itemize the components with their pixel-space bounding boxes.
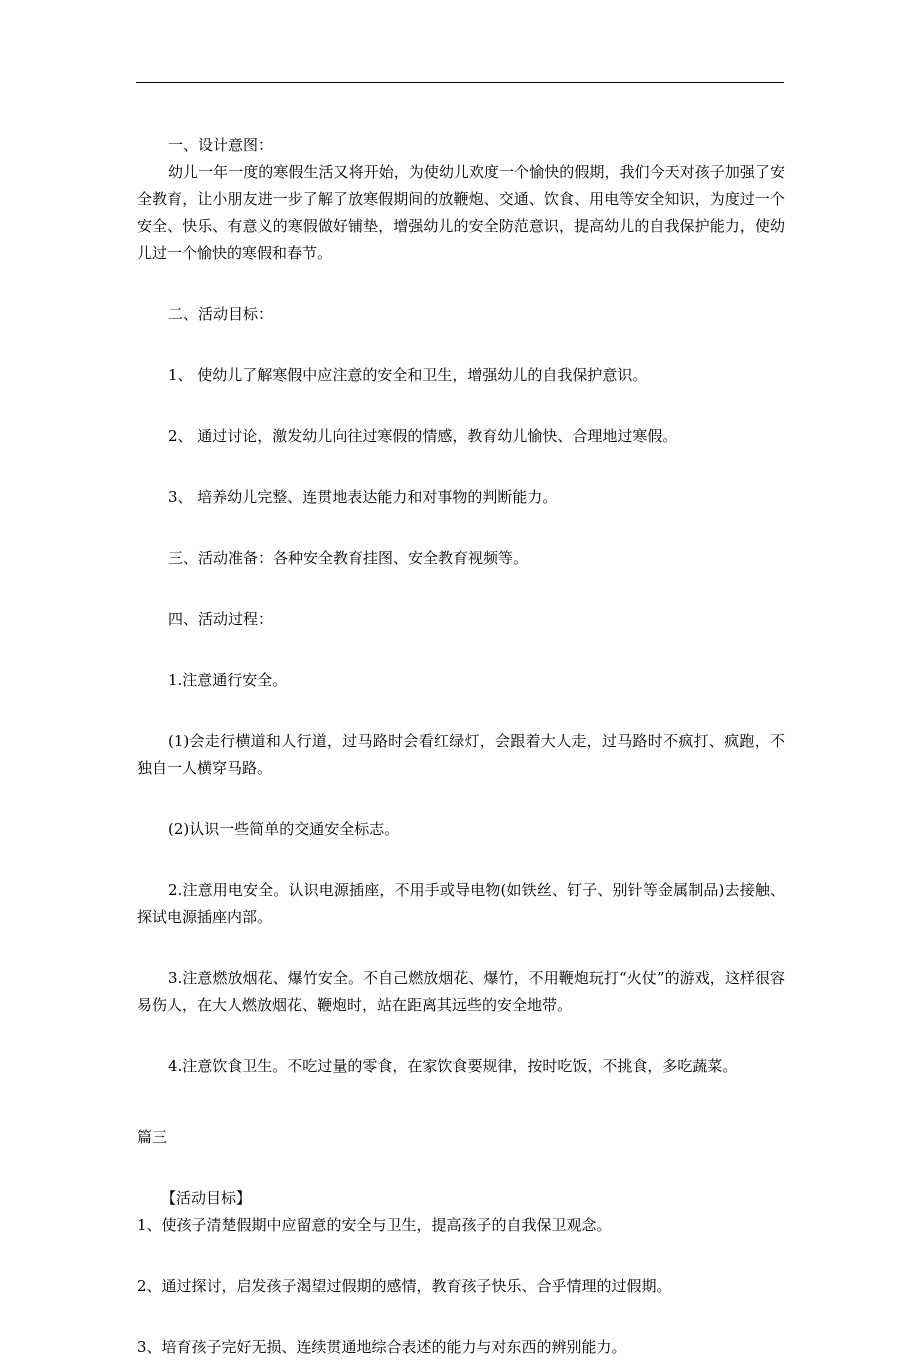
process-item: 2.注意用电安全。认识电源插座，不用手或导电物(如铁丝、钉子、别针等金属制品)去接触、探试电源插座内部。 (137, 881, 785, 926)
objective-item: 3、 培养幼儿完整、连贯地表达能力和对事物的判断能力。 (168, 488, 558, 506)
process-item: (2)认识一些简单的交通安全标志。 (168, 820, 400, 838)
process-item: 1.注意通行安全。 (168, 671, 288, 689)
part-objective-item: 3、培育孩子完好无损、连续贯通地综合表述的能力与对东西的辨别能力。 (137, 1338, 627, 1356)
document-body (137, 132, 785, 1361)
process-item: (1)会走行横道和人行道，过马路时会看红绿灯，会跟着大人走，过马路时不疯打、疯跑，不独自一人横穿马路。 (137, 732, 785, 777)
section-heading-design-intent: 一、设计意图： (168, 136, 274, 154)
part-objective-item: 2、通过探讨，启发孩子渴望过假期的感情，教育孩子快乐、合乎情理的过假期。 (137, 1277, 672, 1295)
process-item: 3.注意燃放烟花、爆竹安全。不自己燃放烟花、爆竹，不用鞭炮玩打“火仗”的游戏，这样很容易伤人，在大人燃放烟花、鞭炮时，站在距离其远些的安全地带。 (137, 969, 785, 1014)
section-heading-process: 四、活动过程： (168, 610, 274, 628)
process-item: 4.注意饮食卫生。不吃过量的零食，在家饮食要规律，按时吃饭，不挑食，多吃蔬菜。 (168, 1057, 738, 1075)
objective-item: 2、 通过讨论，激发幼儿向往过寒假的情感，教育幼儿愉快、合理地过寒假。 (168, 427, 678, 445)
section-heading-objectives: 二、活动目标： (168, 305, 274, 323)
part-heading-objectives: 【活动目标】 (161, 1189, 252, 1207)
header-rule (136, 82, 784, 83)
paragraph-design-intent: 幼儿一年一度的寒假生活又将开始，为使幼儿欢度一个愉快的假期，我们今天对孩子加强了安全教育，让小朋友进一步了解了放寒假期间的放鞭炮、交通、饮食、用电等安全知识，为度过一个安全、快乐、有意义的寒假做好铺垫，增强幼儿的安全防范意识，提高幼儿的自我保护能力，使幼儿过一个愉快的寒假和春节。 (137, 163, 785, 262)
section-preparation: 三、活动准备：各种安全教育挂图、安全教育视频等。 (168, 549, 529, 567)
part-objective-item: 1、使孩子清楚假期中应留意的安全与卫生，提高孩子的自我保卫观念。 (137, 1216, 612, 1234)
objective-item: 1、 使幼儿了解寒假中应注意的安全和卫生，增强幼儿的自我保护意识。 (168, 366, 648, 384)
part-title: 篇三 (137, 1128, 168, 1146)
